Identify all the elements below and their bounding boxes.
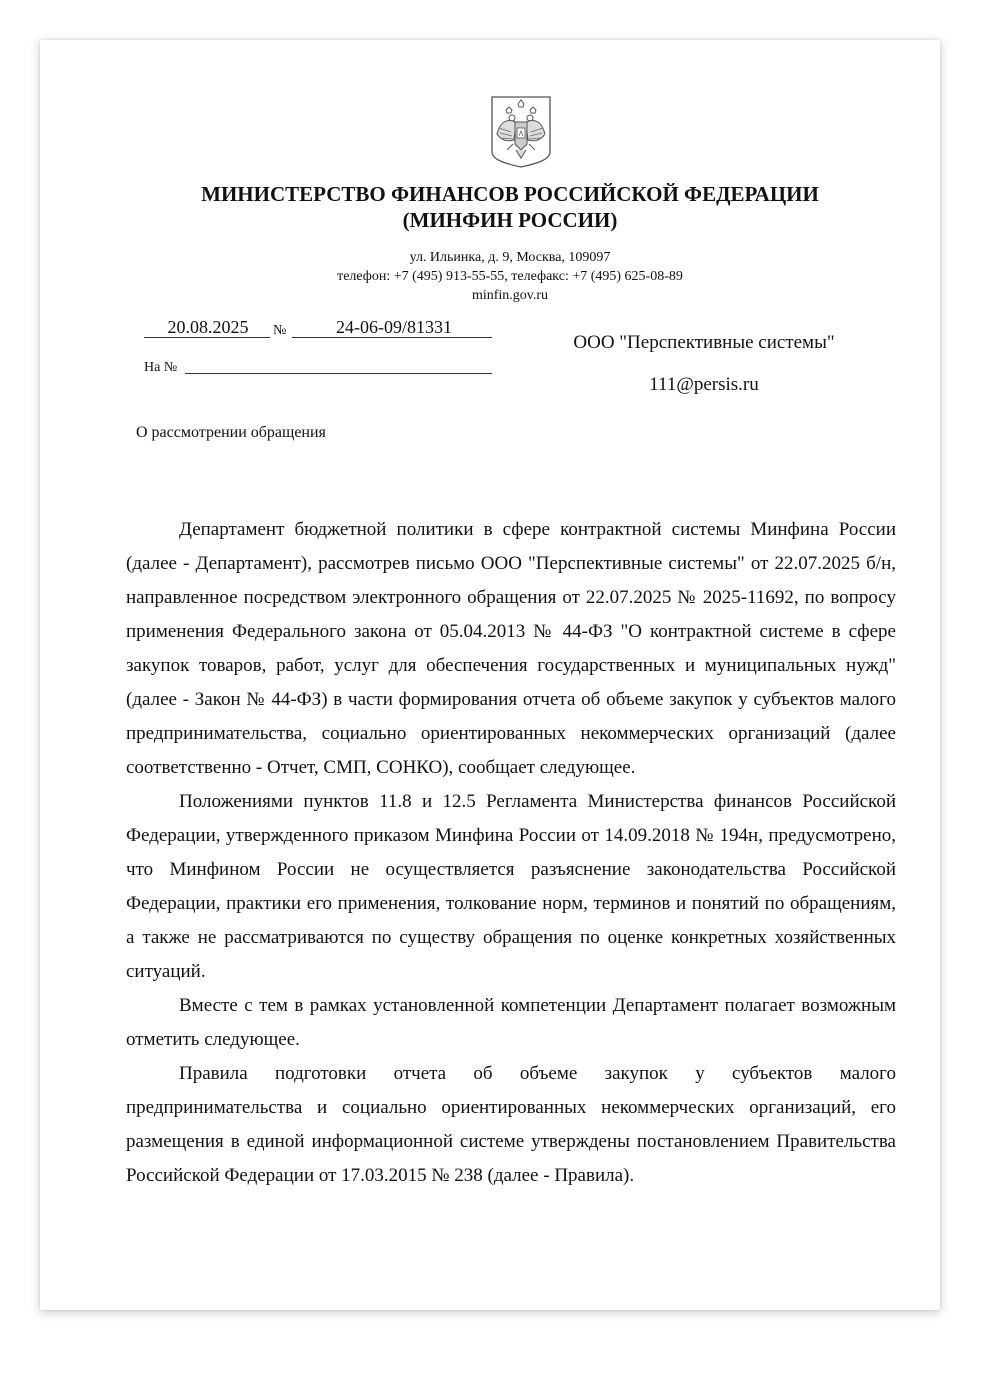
coat-of-arms-emblem-icon [489, 94, 553, 168]
number-sign: № [273, 323, 287, 338]
ministry-name: МИНИСТЕРСТВО ФИНАНСОВ РОССИЙСКОЙ ФЕДЕРАЦИИ [201, 182, 819, 206]
body-paragraph: Департамент бюджетной политики в сфере контрактной системы Минфина России (далее - Департамент), рассмотрев письмо ООО "Перспективные системы" от 22.07.2025 б/н, направленное посредством электронного обращения от 22.07.2025 № 2025-11692, по вопросу применения Федерального закона от 05.04.2013 № 44-ФЗ "О контрактной системе в сфере закупок товаров, работ, услуг для обеспечения государственных и муниципальных нужд" (далее - Закон № 44-ФЗ) в части формирования отчета об объеме закупок у субъектов малого предпринимательства, социально ориентированных некоммерческих организаций (далее соответственно - Отчет, СМП, СОНКО), сообщает следующее. [126, 519, 896, 778]
recipient-email: 111@persis.ru [649, 374, 759, 395]
letter-subject: О рассмотрении обращения [136, 424, 326, 441]
body-paragraph: Положениями пунктов 11.8 и 12.5 Регламента Министерства финансов Российской Федерации, утвержденного приказом Минфина России от 14.09.2018 № 194н, предусмотрено, что Минфином России не осуществляется разъяснение законодательства Российской Федерации, практики его применения, толкование норм, терминов и понятий по обращениям, а также не рассматриваются по существу обращения по оценке конкретных хозяйственных ситуаций. [126, 791, 896, 982]
body-paragraph: Вместе с тем в рамках установленной компетенции Департамент полагает возможным отметить следующее. [126, 995, 896, 1050]
ministry-short-name: (МИНФИН РОССИИ) [402, 208, 618, 232]
recipient-name: ООО "Перспективные системы" [573, 332, 835, 353]
document-page [40, 40, 940, 1310]
ministry-website: minfin.gov.ru [471, 288, 549, 303]
body-paragraph: Правила подготовки отчета об объеме закупок у субъектов малого предпринимательства и социально ориентированных некоммерческих организаций, его размещения в единой информационной системе утверждены постановлением Правительства Российской Федерации от 17.03.2015 № 238 (далее - Правила). [126, 1063, 896, 1186]
registration-number: 24-06-09/81331 [336, 317, 452, 337]
reply-to-underline [185, 373, 492, 374]
ministry-address: ул. Ильинка, д. 9, Москва, 109097 [409, 250, 611, 265]
letter-body [126, 513, 896, 1193]
ministry-phones: телефон: +7 (495) 913-55-55, телефакс: +7 (495) 625-08-89 [337, 269, 683, 284]
reply-to-label: На № [144, 360, 178, 375]
registration-date: 20.08.2025 [167, 317, 249, 337]
